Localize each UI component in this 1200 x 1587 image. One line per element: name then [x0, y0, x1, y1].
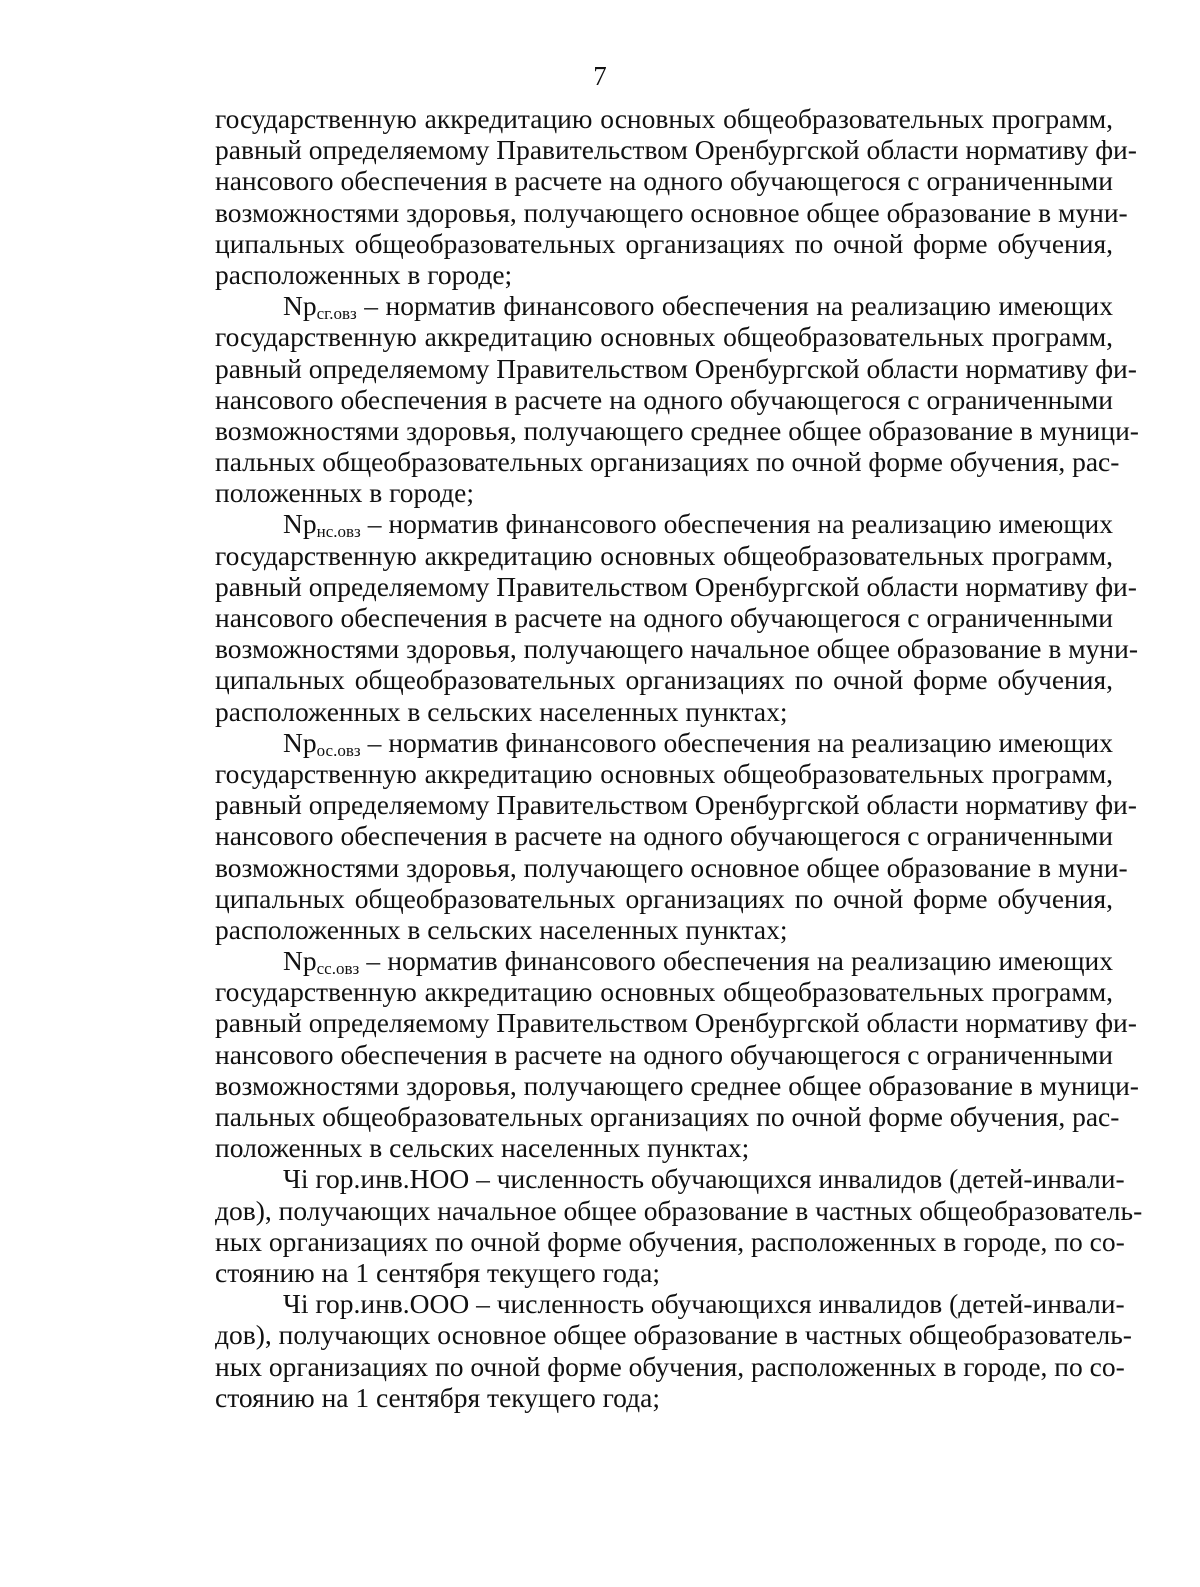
paragraph-np-ns-ovz [215, 508, 1138, 727]
text-line: ципальных общеобразовательных организациях по очной форме обучения, [215, 227, 1113, 259]
paragraph-np-sg-ovz [215, 290, 1139, 509]
text-line: нансового обеспечения в расчете на одного обучающегося с ограниченными [215, 383, 1113, 415]
text-line: равный определяемому Правительством Оренбургской области нормативу фи- [215, 570, 1137, 602]
text-line [215, 727, 1113, 758]
text-line: возможностями здоровья, получающего начальное общее образование в муни- [215, 633, 1138, 665]
text-line: равный определяемому Правительством Оренбургской области нормативу фи- [215, 789, 1137, 821]
definition-text: – норматив финансового обеспечения на реализацию имеющих [360, 726, 1113, 758]
text-line: государственную аккредитацию основных общеобразовательных программ, [215, 976, 1113, 1008]
text-line: государственную аккредитацию основных общеобразовательных программ, [215, 103, 1113, 134]
text-line: ных организациях по очной форме обучения, расположенных в городе, по со- [215, 1350, 1125, 1382]
text-line: стоянию на 1 сентября текущего года; [215, 1381, 660, 1413]
definition-text: – норматив финансового обеспечения на реализацию имеющих [360, 508, 1113, 540]
text-line: государственную аккредитацию основных общеобразовательных программ, [215, 757, 1113, 789]
text-line: возможностями здоровья, получающего среднее общее образование в муници- [215, 1069, 1139, 1101]
text-line: государственную аккредитацию основных общеобразовательных программ, [215, 539, 1113, 571]
text-line: равный определяемому Правительством Оренбургской области нормативу фи- [215, 352, 1137, 384]
text-line: стоянию на 1 сентября текущего года; [215, 1256, 660, 1288]
text-line [215, 290, 1113, 324]
text-line: ных организациях по очной форме обучения, расположенных в городе, по со- [215, 1225, 1125, 1257]
text-line: пальных общеобразовательных организациях по очной форме обучения, рас- [215, 1101, 1120, 1132]
text-line: нансового обеспечения в расчете на одного обучающегося с ограниченными [215, 820, 1113, 852]
text-line: дов), получающих основное общее образование в частных общеобразователь- [215, 1319, 1132, 1351]
text-line: положенных в сельских населенных пунктах; [215, 1132, 750, 1164]
paragraph-chi-gor-inv-ooo [215, 1288, 1132, 1413]
symbol-subscript: ос.овз [316, 740, 361, 760]
definition-text: – норматив финансового обеспечения на реализацию имеющих [359, 945, 1113, 977]
symbol-subscript: сг.овз [316, 304, 357, 324]
document-body [215, 103, 1143, 1413]
text-line: возможностями здоровья, получающего среднее общее образование в муници- [215, 414, 1139, 446]
text-line: Чi гор.инв.НОО – численность обучающихся инвалидов (детей-инвали- [283, 1163, 1125, 1195]
text-line [215, 508, 1113, 542]
text-line: положенных в городе; [215, 477, 475, 509]
text-line: расположенных в городе; [215, 258, 513, 290]
text-line: расположенных в сельских населенных пунктах; [215, 913, 788, 945]
text-line: возможностями здоровья, получающего основное общее образование в муни- [215, 851, 1128, 883]
text-line: нансового обеспечения в расчете на одного обучающегося с ограниченными [215, 165, 1113, 197]
definition-text: – норматив финансового обеспечения на реализацию имеющих [356, 290, 1113, 322]
text-line: возможностями здоровья, получающего основное общее образование в муни- [215, 196, 1128, 228]
text-line [215, 945, 1113, 979]
text-line: пальных общеобразовательных организациях по очной форме обучения, рас- [215, 446, 1120, 478]
text-line: расположенных в сельских населенных пунктах; [215, 695, 788, 727]
text-line: нансового обеспечения в расчете на одного обучающегося с ограниченными [215, 602, 1113, 633]
text-line: равный определяемому Правительством Оренбургской области нормативу фи- [215, 134, 1137, 166]
text-line: нансового обеспечения в расчете на одного обучающегося с ограниченными [215, 1038, 1113, 1070]
paragraph-np-ss-ovz [215, 945, 1139, 1164]
text-line: дов), получающих начальное общее образование в частных общеобразователь- [215, 1194, 1143, 1226]
symbol-base: Np [283, 945, 317, 977]
text-line: Чi гор.инв.ООО – численность обучающихся инвалидов (детей-инвали- [283, 1288, 1125, 1320]
paragraph-np-os-ovz [215, 726, 1137, 945]
text-line: равный определяемому Правительством Оренбургской области нормативу фи- [215, 1007, 1137, 1039]
text-line: государственную аккредитацию основных общеобразовательных программ, [215, 321, 1113, 353]
symbol-base: Np [283, 726, 317, 758]
text-line: ципальных общеобразовательных организациях по очной форме обучения, [215, 664, 1113, 696]
text-line: ципальных общеобразовательных организациях по очной форме обучения, [215, 882, 1113, 914]
paragraph-chi-gor-inv-noo [215, 1163, 1143, 1288]
symbol-base: Np [283, 290, 317, 322]
page-number: 7 [593, 61, 607, 91]
symbol-subscript: сс.овз [316, 959, 360, 979]
symbol-subscript: нс.овз [316, 522, 361, 542]
paragraph-continuation [215, 103, 1137, 290]
symbol-base: Np [283, 508, 317, 540]
